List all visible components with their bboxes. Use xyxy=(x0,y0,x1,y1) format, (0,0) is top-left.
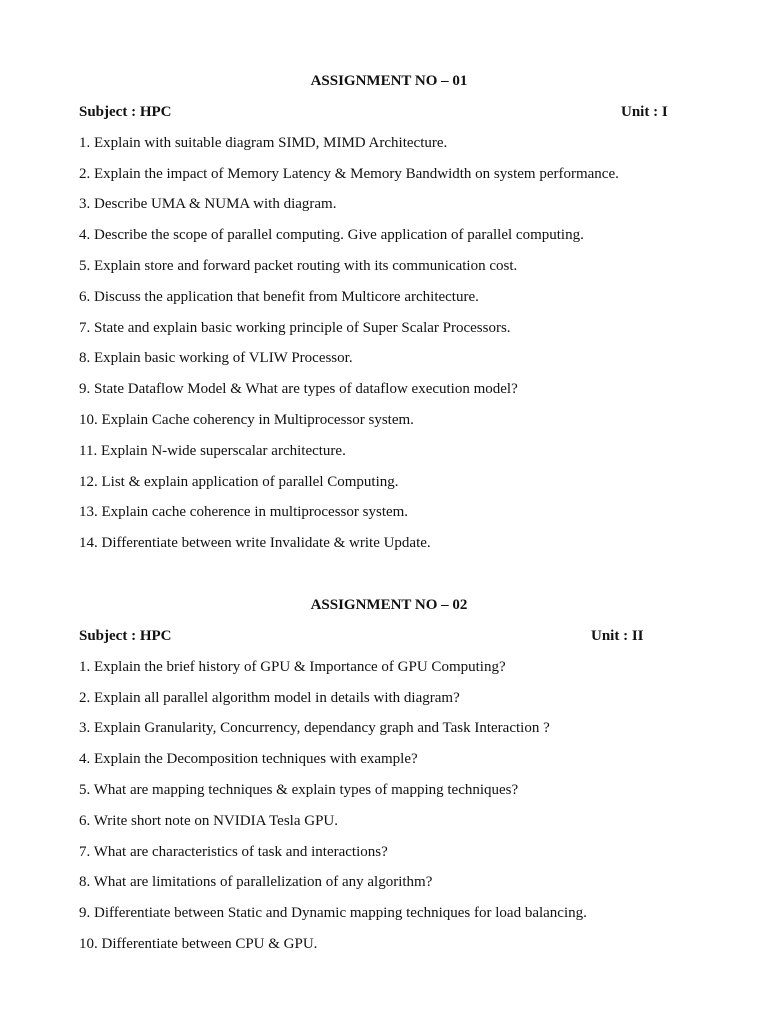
assignment-title: ASSIGNMENT NO – 02 xyxy=(310,597,468,613)
question-item: 7. What are characteristics of task and interactions? xyxy=(79,843,388,860)
question-item: 10. Differentiate between CPU & GPU. xyxy=(79,935,318,952)
question-item: 6. Discuss the application that benefit from Multicore architecture. xyxy=(79,288,479,305)
assignment-01 xyxy=(79,70,679,554)
question-item: 11. Explain N-wide superscalar architecture. xyxy=(79,442,346,459)
question-item: 1. Explain the brief history of GPU & Importance of GPU Computing? xyxy=(79,658,506,675)
assignment-title: ASSIGNMENT NO – 01 xyxy=(310,73,468,89)
question-item: 14. Differentiate between write Invalidate & write Update. xyxy=(79,535,431,552)
question-item: 5. What are mapping techniques & explain types of mapping techniques? xyxy=(79,781,519,798)
question-item: 6. Write short note on NVIDIA Tesla GPU. xyxy=(79,812,339,829)
question-item: 8. What are limitations of parallelization of any algorithm? xyxy=(79,874,433,891)
question-item: 8. Explain basic working of VLIW Processor. xyxy=(79,350,353,367)
assignment-02 xyxy=(79,594,679,955)
assignment-meta xyxy=(79,101,679,123)
question-item: 12. List & explain application of parallel Computing. xyxy=(79,473,399,490)
question-item: 5. Explain store and forward packet routing with its communication cost. xyxy=(79,257,518,274)
question-list xyxy=(79,132,679,554)
question-item: 7. State and explain basic working principle of Super Scalar Processors. xyxy=(79,319,511,336)
unit-label: Unit : II xyxy=(591,628,644,644)
question-item: 3. Describe UMA & NUMA with diagram. xyxy=(79,196,337,213)
question-item: 10. Explain Cache coherency in Multiprocessor system. xyxy=(79,411,414,428)
subject-label: Subject : HPC xyxy=(79,104,172,120)
question-item: 4. Explain the Decomposition techniques with example? xyxy=(79,751,418,768)
question-item: 9. State Dataflow Model & What are types of dataflow execution model? xyxy=(79,381,518,398)
question-item: 4. Describe the scope of parallel computing. Give application of parallel computing. xyxy=(79,227,584,244)
question-item: 2. Explain all parallel algorithm model in details with diagram? xyxy=(79,689,460,706)
question-item: 2. Explain the impact of Memory Latency & Memory Bandwidth on system performance. xyxy=(79,165,619,182)
subject-label: Subject : HPC xyxy=(79,628,172,644)
question-list xyxy=(79,656,679,955)
question-item: 9. Differentiate between Static and Dynamic mapping techniques for load balancing. xyxy=(79,905,587,922)
question-item: 1. Explain with suitable diagram SIMD, MIMD Architecture. xyxy=(79,134,448,151)
question-item: 13. Explain cache coherence in multiprocessor system. xyxy=(79,504,409,521)
question-item: 3. Explain Granularity, Concurrency, dependancy graph and Task Interaction ? xyxy=(79,720,550,737)
unit-label: Unit : I xyxy=(621,104,668,120)
assignment-meta xyxy=(79,625,679,647)
